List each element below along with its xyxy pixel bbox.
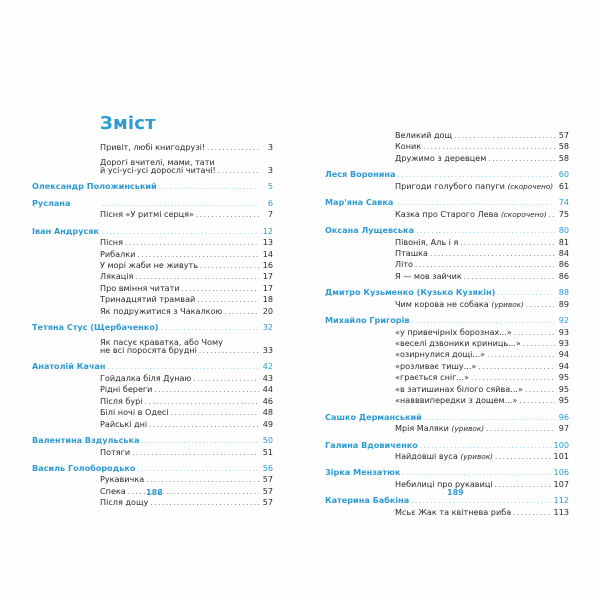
page-ref: 94 — [558, 360, 569, 371]
entry-label: Валентина Вздульська — [32, 435, 140, 446]
entry-label: Оксана Лущевська — [325, 225, 414, 236]
entry-label: Білі ночі в Одесі — [100, 407, 169, 418]
page-ref: 89 — [558, 298, 569, 309]
poem-title — [100, 271, 133, 282]
page-ref: 20 — [262, 305, 273, 316]
entry-label: У морі жаби не живуть — [100, 259, 199, 270]
author-name — [325, 225, 414, 236]
page-ref: 97 — [558, 423, 569, 434]
entry-label: «веселі дзвоники криниць...» — [395, 338, 521, 348]
entry-label: Леся Воронина — [325, 169, 396, 180]
author-name — [32, 322, 159, 333]
toc-poem-entry — [325, 271, 569, 282]
poem-title — [100, 447, 130, 458]
poem-title — [395, 209, 547, 220]
page-ref: 50 — [262, 435, 273, 446]
author-name — [32, 435, 139, 446]
toc-poem-entry — [32, 153, 273, 167]
page-ref: 107 — [553, 478, 569, 489]
page-ref: 13 — [262, 237, 273, 248]
entry-label: Спека — [100, 485, 126, 496]
toc-poem-entry — [325, 181, 569, 192]
page-ref: 33 — [262, 345, 273, 355]
entry-label: Як подружитися з Чакалкою — [100, 305, 223, 316]
toc-poem-entry — [325, 327, 569, 338]
toc-poem-entry — [32, 165, 273, 176]
entry-label: Василь Голобородько — [32, 462, 136, 473]
toc-author-entry — [325, 197, 569, 208]
toc-poem-entry — [325, 299, 569, 310]
toc-author-entry — [32, 322, 273, 333]
poem-title — [395, 299, 524, 310]
dot-leader — [519, 396, 555, 407]
entry-label: Михайло Григорів — [325, 315, 410, 326]
page-ref: 95 — [558, 395, 569, 406]
dot-leader — [464, 272, 555, 283]
author-name — [325, 287, 495, 298]
page-ref: 3 — [267, 164, 273, 175]
poem-title — [100, 407, 169, 418]
entry-label: Чим корова не собака — [395, 298, 489, 309]
author-name — [325, 169, 395, 180]
toc-poem-entry — [32, 249, 273, 260]
toc-poem-entry — [325, 338, 569, 349]
entry-label: Олександр Положинський — [32, 181, 157, 192]
page-ref: 17 — [262, 282, 273, 293]
toc-poem-entry — [32, 384, 273, 395]
toc-poem-entry — [325, 395, 569, 406]
toc-poem-entry — [32, 497, 273, 508]
poem-title — [100, 294, 195, 305]
page-ref: 42 — [262, 361, 273, 372]
toc-author-entry — [325, 412, 569, 423]
dot-leader — [495, 480, 552, 491]
entry-label: Як пасує краватка, або Чому — [100, 337, 223, 347]
toc-poem-entry — [325, 423, 569, 434]
poem-title — [100, 474, 144, 485]
page-ref: 6 — [267, 197, 273, 208]
toc-author-entry — [325, 169, 569, 180]
dot-leader — [199, 346, 259, 357]
entry-label: «навввипередки з дощем...» — [395, 395, 518, 406]
entry-label: Гойдалка біля Дунаю — [100, 372, 192, 383]
page-ref: 56 — [262, 462, 273, 473]
toc-author-entry — [325, 467, 569, 478]
entry-label: Після бурі — [100, 395, 143, 406]
dot-leader — [549, 210, 555, 221]
poem-title — [395, 372, 469, 383]
author-name — [325, 197, 395, 208]
toc-author-entry — [325, 287, 569, 298]
toc-poem-entry — [325, 130, 569, 141]
entry-label: Галина Вдовиченко — [325, 439, 418, 450]
poem-title — [395, 181, 553, 192]
toc-poem-entry — [325, 141, 569, 152]
entry-label: Мар'яна Савка — [325, 197, 394, 208]
toc-poem-entry — [325, 259, 569, 270]
poem-title — [100, 497, 148, 508]
page-ref: 86 — [558, 259, 569, 270]
page-ref: 51 — [262, 446, 273, 457]
author-name — [325, 467, 400, 478]
entry-label: Потяги — [100, 446, 131, 457]
dot-leader — [218, 166, 259, 177]
page-ref: 95 — [558, 383, 569, 394]
toc-poem-entry — [32, 407, 273, 418]
page-ref: 57 — [262, 497, 273, 508]
poem-title — [100, 486, 126, 497]
entry-label: Зірка Мензатюк — [325, 467, 401, 478]
poem-title — [395, 349, 485, 360]
page-ref: 5 — [267, 181, 273, 192]
entry-label: Півонія, Аль і я — [395, 236, 459, 247]
entry-label: Дорогі вчителі, мами, тати — [100, 156, 215, 167]
page-ref: 75 — [558, 208, 569, 219]
toc-poem-entry — [325, 451, 569, 462]
poem-title — [100, 384, 152, 395]
author-name — [32, 463, 135, 474]
page-ref: 112 — [553, 495, 569, 506]
page-number: 188 — [146, 488, 163, 497]
poem-title — [395, 451, 493, 462]
page-ref: 17 — [262, 271, 273, 282]
entry-label: Мсьє Жак та квітнева риба — [395, 506, 512, 517]
toc-author-entry — [325, 440, 569, 451]
page-ref: 16 — [262, 259, 273, 270]
dot-leader — [196, 210, 259, 221]
entry-note: (уривок) — [460, 451, 493, 461]
toc-poem-entry — [32, 334, 273, 345]
toc-poem-entry — [32, 294, 273, 305]
poem-title — [395, 237, 458, 248]
entry-label: Мрія Маляки — [395, 423, 449, 434]
page-ref: 14 — [262, 248, 273, 259]
page-ref: 58 — [558, 141, 569, 152]
poem-title — [395, 271, 462, 282]
author-name — [32, 361, 105, 372]
entry-label: Рибалки — [100, 248, 136, 259]
poem-title — [395, 507, 511, 518]
page-ref: 93 — [558, 326, 569, 337]
entry-note: (уривок) — [491, 299, 524, 309]
author-name — [32, 198, 100, 209]
toc-author-entry — [32, 435, 273, 446]
page-ref: 57 — [262, 474, 273, 485]
toc-author-entry — [32, 361, 273, 372]
poem-title — [100, 165, 216, 176]
poem-title — [395, 395, 517, 406]
poem-title — [395, 327, 512, 338]
toc-list-right — [325, 130, 569, 518]
entry-label: Небилиці про рукавиці — [395, 478, 493, 489]
author-name — [32, 226, 100, 237]
page-ref: 18 — [262, 294, 273, 305]
entry-label: Казка про Старого Лева — [395, 208, 499, 219]
entry-label: «в затишинах білого сяйва...» — [395, 383, 523, 394]
entry-label: Привіт, любі книгодрузі! — [100, 142, 206, 152]
poem-title — [100, 209, 194, 220]
entry-label: Пташка — [395, 247, 429, 258]
page-ref: 93 — [558, 338, 569, 348]
entry-label: Іван Андрусяк — [32, 225, 99, 236]
toc-poem-entry — [32, 373, 273, 384]
entry-note: (уривок) — [451, 424, 485, 434]
page-ref: 57 — [558, 130, 569, 140]
page-ref: 48 — [262, 407, 273, 418]
page-ref: 94 — [558, 349, 569, 360]
toc-poem-entry — [32, 474, 273, 485]
toc-poem-entry — [325, 361, 569, 372]
toc-poem-entry — [32, 396, 273, 407]
toc-poem-entry — [325, 384, 569, 395]
toc-poem-entry — [325, 349, 569, 360]
toc-poem-entry — [32, 306, 273, 317]
page-ref: 43 — [262, 372, 273, 383]
page-ref: 95 — [558, 372, 569, 383]
entry-label: Сашко Дерманський — [325, 411, 422, 422]
entry-label: Про вміння читати — [100, 282, 180, 293]
toc-poem-entry — [32, 271, 273, 282]
page-ref: 81 — [558, 236, 569, 247]
page-ref: 44 — [262, 384, 273, 395]
entry-label: не всі поросята брудні — [100, 345, 197, 355]
toc-author-entry — [32, 463, 273, 474]
poem-title — [100, 249, 135, 260]
entry-label: Рідні береги — [100, 384, 153, 395]
poem-title — [395, 479, 493, 490]
entry-label: Райські дні — [100, 418, 148, 429]
dot-leader — [513, 508, 551, 519]
page-ref: 84 — [558, 247, 569, 258]
toc-author-entry — [325, 315, 569, 326]
poem-title — [100, 283, 180, 294]
dot-leader — [526, 300, 555, 311]
dot-leader — [225, 334, 259, 345]
entry-label: Після дощу — [100, 497, 149, 508]
poem-title — [100, 260, 198, 271]
toc-list-left — [32, 142, 273, 509]
entry-label: Пригоди голубого папуги — [395, 180, 505, 191]
toc-author-entry — [325, 225, 569, 236]
page-ref: 113 — [553, 506, 569, 517]
page-ref: 101 — [553, 450, 569, 461]
toc-poem-entry — [32, 447, 273, 458]
entry-label: Я — мов зайчик — [395, 270, 462, 281]
page-ref: 80 — [558, 225, 569, 236]
page-ref: 3 — [267, 142, 273, 152]
toc-poem-entry — [325, 372, 569, 383]
page-ref: 86 — [558, 270, 569, 281]
entry-label: Тетяна Стус (Щербаченко) — [32, 322, 159, 333]
page-ref: 106 — [553, 467, 569, 478]
toc-poem-entry — [32, 345, 273, 356]
author-name — [325, 440, 418, 451]
entry-label: Пісня — [100, 237, 123, 248]
entry-label: Дружимо з деревцем — [395, 152, 487, 163]
entry-label: й усі-усі-усі дорослі читачі! — [100, 164, 216, 175]
page-ref: 61 — [558, 180, 570, 191]
entry-label: Рукавичка — [100, 474, 145, 485]
poem-title — [100, 237, 123, 248]
page-number: 189 — [447, 488, 464, 497]
poem-title — [395, 338, 521, 349]
dot-leader — [149, 420, 259, 431]
dot-leader — [488, 154, 555, 165]
entry-label: «озирнулися дощі...» — [395, 349, 486, 360]
toc-poem-entry — [32, 209, 273, 220]
toc-poem-entry — [325, 209, 569, 220]
entry-note: (скорочено) — [507, 181, 554, 191]
page-ref: 58 — [558, 152, 569, 163]
page-ref: 32 — [262, 322, 273, 333]
toc-author-entry — [32, 198, 273, 209]
poem-title — [395, 130, 452, 141]
entry-label: Найдовші вуса — [395, 450, 458, 461]
page-ref: 60 — [558, 169, 569, 180]
entry-label: «розливає тишу...» — [395, 360, 477, 371]
entry-label: Дмитро Кузьменко (Кузько Кузякін) — [325, 287, 496, 298]
toc-poem-entry — [325, 248, 569, 259]
right-page — [300, 0, 600, 600]
poem-title — [100, 396, 143, 407]
entry-label: Лякація — [100, 271, 134, 282]
author-name — [325, 315, 410, 326]
toc-poem-entry — [325, 237, 569, 248]
entry-label: Великий дощ — [395, 130, 453, 140]
dot-leader — [224, 307, 259, 318]
poem-title — [395, 361, 476, 372]
page-ref: 100 — [553, 439, 569, 450]
entry-note: (скорочено) — [500, 209, 547, 219]
poem-title — [100, 142, 205, 153]
toc-author-entry — [32, 226, 273, 237]
entry-label: Тринадцятий трамвай — [100, 294, 196, 305]
page-ref: 96 — [558, 411, 569, 422]
author-name — [32, 181, 157, 192]
toc-poem-entry — [325, 153, 569, 164]
dot-leader — [150, 498, 259, 509]
page-ref: 88 — [558, 287, 569, 298]
author-name — [325, 495, 409, 506]
toc-poem-entry — [32, 260, 273, 271]
poem-title — [395, 259, 413, 270]
author-name — [325, 412, 422, 423]
poem-title — [395, 141, 421, 152]
poem-title — [395, 153, 486, 164]
entry-label: Катерина Бабкіна — [325, 495, 410, 506]
page-ref: 7 — [267, 209, 273, 220]
page-ref: 46 — [262, 395, 273, 406]
toc-author-entry — [32, 181, 273, 192]
entry-label: Коник — [395, 141, 422, 152]
page-title: Зміст — [100, 113, 156, 134]
toc-poem-entry — [32, 419, 273, 430]
page-ref: 92 — [558, 315, 569, 326]
entry-label: Літо — [395, 259, 414, 270]
poem-title — [395, 248, 428, 259]
poem-title — [100, 373, 191, 384]
page-ref: 57 — [262, 485, 273, 496]
toc-poem-entry — [32, 283, 273, 294]
dot-leader — [132, 448, 259, 459]
page-ref: 74 — [558, 197, 569, 208]
toc-poem-entry — [32, 237, 273, 248]
entry-label: Пісня «У ритмі серця» — [100, 209, 194, 220]
dot-leader — [495, 452, 552, 463]
entry-label: Анатолій Качан — [32, 361, 106, 372]
entry-label: «грається сніг...» — [395, 372, 470, 383]
entry-label: «у привечірніх борознах...» — [395, 326, 512, 337]
poem-title — [100, 306, 222, 317]
poem-title — [395, 384, 523, 395]
page-ref: 49 — [262, 418, 273, 429]
poem-title — [100, 345, 197, 356]
dot-leader — [486, 424, 555, 435]
dot-leader — [159, 182, 259, 193]
page-ref: 12 — [262, 225, 273, 236]
toc-poem-entry — [325, 507, 569, 518]
toc-poem-entry — [32, 142, 273, 153]
poem-title — [100, 419, 147, 430]
entry-label: Руслана — [32, 197, 71, 208]
dot-leader — [217, 153, 259, 164]
poem-title — [395, 423, 484, 434]
